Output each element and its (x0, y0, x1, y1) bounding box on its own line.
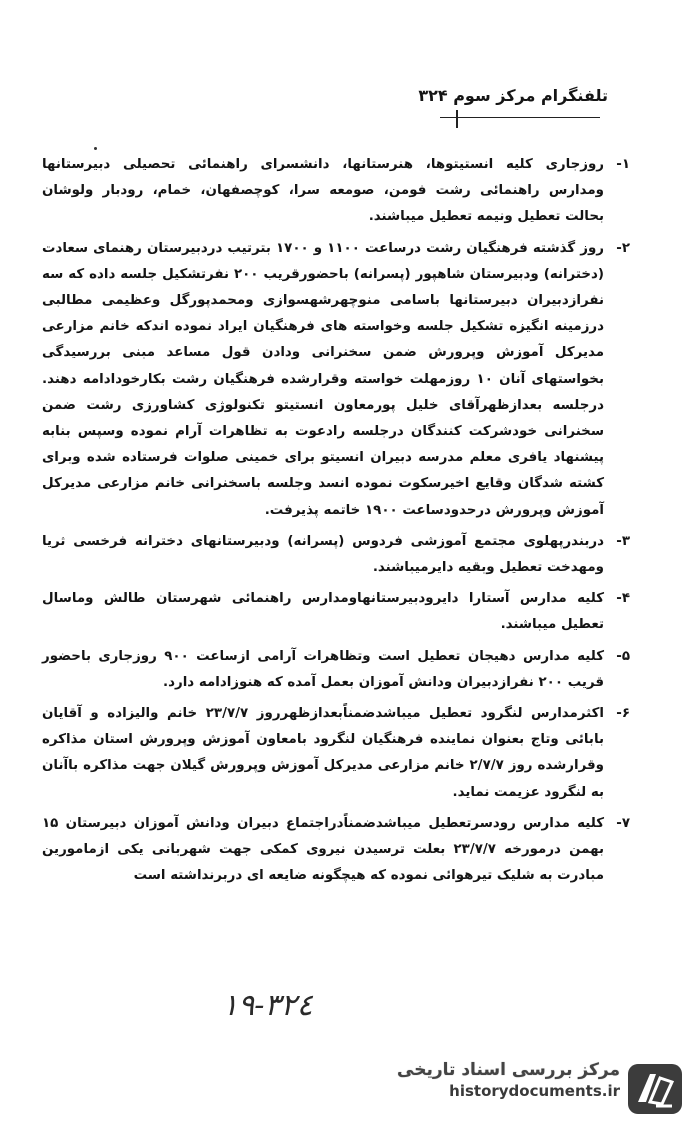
item-text: روز گذشته فرهنگیان رشت درساعت ۱۱۰۰ و ۱۷۰۰ بترتیب دردبیرستان رهنمای سعادت (دخترانه) ودبیرستان شاهپور (پسرانه) باحضورقریب ۲۰۰ نفرتشکیل جلسه داده که سه نفرازدبیران دبیرستانها باسامی منوچهرشهسوازی ومحمدپورگل وعظیمی مطالبی درزمینه انگیزه تشکیل جلسه وخواسته های فرهنگیان ایراد نموده اندکه خانم مزارعی مدیرکل آموزش وپرورش ضمن سخنرانی ودادن قول مساعد مبنی بررسیدگی بخواستهای آنان ۱۰ روزمهلت خواسته وقرارشده فرهنگیان رشت بکارخودادامه دهند. درجلسه بعدازظهرآقای خلیل پورمعاون انستیتو تکنولوژی کشاورزی رشت ضمن سخنرانی خودشرکت کنندگان درجلسه رادعوت به تظاهرات آرام نموده وسپس بنابه پیشنهاد یافری معلم مدرسه دبیران انسیتو برای خمینی صلوات فرستاده شده وبرای کشته شدگان وقایع اخیرسکوت نموده انسد وجلسه باسخنرانی خانم مزارعی مدیرکل آموزش وپرورش درحدودساعت ۱۹۰۰ خاتمه پذیرفت. (42, 240, 604, 518)
item-number: ۶- (616, 706, 630, 722)
document-header: تلفنگرام مرکز سوم ۳۲۴ (418, 86, 608, 105)
item-number: ۱- (616, 157, 630, 172)
handwritten-reference: ٣٢٤-١٩ (222, 988, 313, 1023)
watermark-url: historydocuments.ir (449, 1082, 620, 1100)
item-text: کلیه مدارس رودسرتعطیل میباشدضمناًدراجتماع دبیران ودانش آموزان دبیرستان ۱۵ بهمن درمورخه ۲۳/۷/۷ بعلت ترسیدن نیروی کمکی جهت شهربانی یکی ازمامورین مبادرت به شلیک تیرهوائی نموده که هیچگونه ضایعه ای دربرنداشته است (42, 815, 605, 884)
watermark-title: مرکز بررسی اسناد تاریخی (397, 1060, 620, 1080)
item-number: ۵- (616, 648, 630, 664)
paragraph-item (42, 586, 630, 638)
header-underline (440, 117, 600, 118)
item-text: کلیه مدارس آستارا دایرودبیرستانهاومدارس راهنمائی شهرستان طالش وماسال تعطیل میباشند. (42, 591, 604, 633)
document-body (42, 152, 630, 894)
paragraph-item (42, 152, 630, 231)
item-text: اکثرمدارس لنگرود تعطیل میباشدضمناًبعدازظهرروز ۲۳/۷/۷ خانم والیزاده و آقایان بابائی وتاج بعنوان نماینده فرهنگیان لنگرود بامعاون آموزش وپرورش استان مذاکره وقرارشده روز ۲/۷/۷ خانم مزارعی مدیرکل آموزش وپرورش گیلان جهت مذاکره باآنان به لنگرود عزیمت نماید. (42, 706, 605, 800)
item-text: روزجاری کلیه انستیتوها، هنرستانها، دانشسرای راهنمائی تحصیلی دبیرستانها ومدارس راهنمائی رشت فومن، صومعه سرا، کوچصفهان، خمام، رودبار ولوشان بحالت تعطیل ونیمه تعطیل میباشند. (42, 157, 604, 225)
paragraph-item (42, 644, 630, 696)
paragraph-item (42, 529, 630, 581)
watermark (397, 1060, 620, 1100)
paragraph-item (42, 811, 630, 890)
item-number: ۲- (616, 240, 630, 256)
item-text: کلیه مدارس دهیجان تعطیل است وتظاهرات آرامی ازساعت ۹۰۰ روزجاری باحضور قریب ۲۰۰ نفرازدبیران ودانش آموزان بعمل آمده که هنوزادامه دارد. (42, 648, 605, 690)
header-tick-mark (456, 110, 458, 128)
item-number: ۷- (616, 815, 630, 831)
item-text: دربندرپهلوی مجتمع آموزشی فردوس (پسرانه) ودبیرستانهای دخترانه فرخسی ثریا ومهدخت تعطیل وبقیه دایرمیباشند. (42, 533, 604, 576)
item-number: ۴- (616, 591, 630, 607)
item-number: ۳- (616, 533, 630, 549)
paragraph-item (42, 236, 630, 524)
paragraph-item (42, 701, 630, 806)
margin-mark (94, 147, 97, 150)
archive-logo-icon (626, 1062, 684, 1116)
